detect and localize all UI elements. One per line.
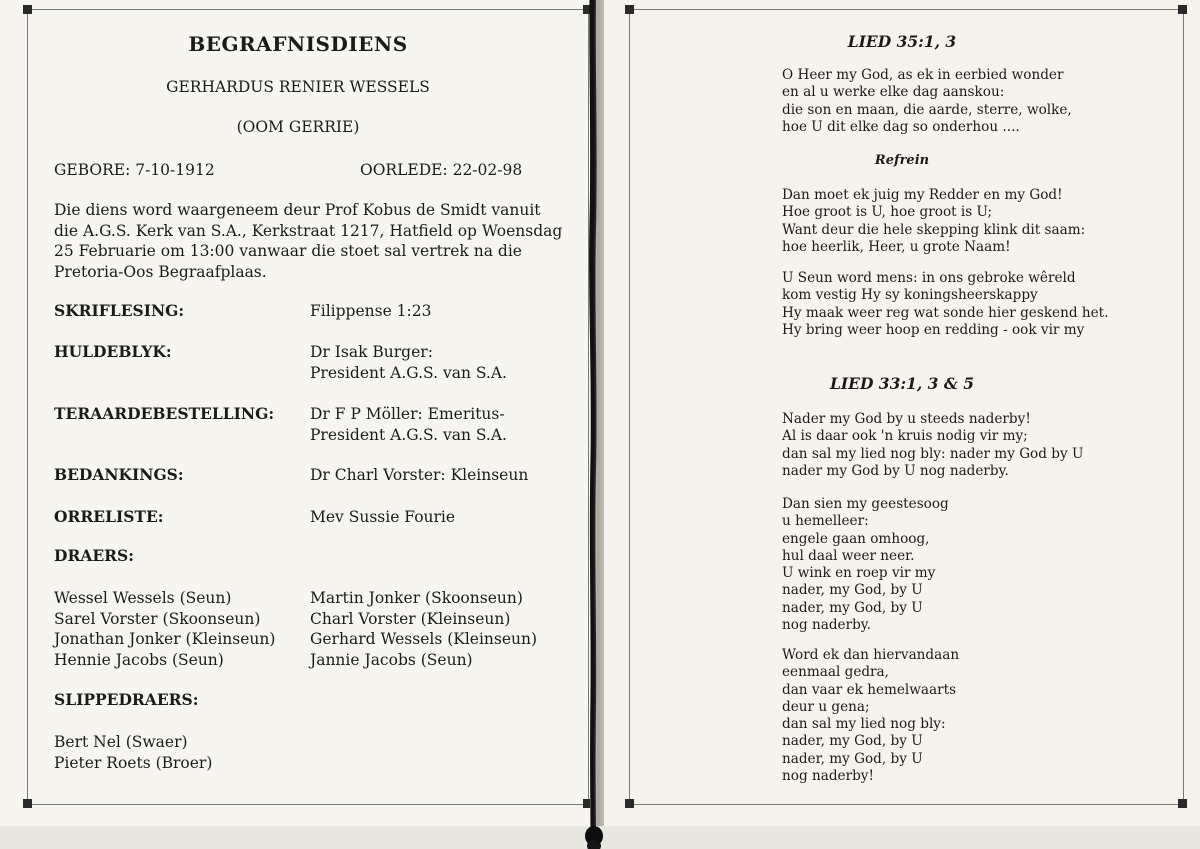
verse-line: Dan moet ek juig my Redder en my God! xyxy=(782,187,1063,203)
verse-line: nader, my God, by U xyxy=(782,733,923,750)
program-value-scripture xyxy=(310,301,432,322)
program-value-organist xyxy=(310,507,455,528)
verse-line: nader my God by U nog naderby. xyxy=(782,462,1009,479)
verse-line: nader, my God, by U xyxy=(782,750,923,767)
program-value-tribute xyxy=(310,342,507,383)
verse-line: Dan sien my geestesoog xyxy=(782,496,949,512)
verse-line: Hy bring weer hoop en redding - ook vir my xyxy=(782,321,1085,338)
hymn-33-verse-1 xyxy=(782,411,1083,480)
service-line: 25 Februarie om 13:00 vanwaar die stoet sal vertrek na die xyxy=(54,242,522,260)
verse-line: nog naderby! xyxy=(782,768,874,785)
program-label-organist: ORRELISTE: xyxy=(54,507,164,526)
corner-mark xyxy=(23,5,32,14)
service-line: Die diens word waargeneem deur Prof Kobus de Smidt vanuit xyxy=(54,201,541,219)
hymn-35-verse-1 xyxy=(782,67,1072,136)
list-item: Jonathan Jonker (Kleinseun) xyxy=(54,630,276,648)
verse-line: deur u gena; xyxy=(782,698,870,715)
program-label-tribute: HULDEBLYK: xyxy=(54,342,172,361)
verse-line: hul daal weer neer. xyxy=(782,547,915,564)
list-item: Jannie Jacobs (Seun) xyxy=(310,650,473,669)
verse-line: dan sal my lied nog bly: xyxy=(782,716,946,733)
hymn-35-title: LIED 35:1, 3 xyxy=(847,32,957,51)
refrain-label: Refrein xyxy=(874,153,930,168)
bearers-heading: DRAERS: xyxy=(54,546,134,565)
deceased-nickname: (OOM GERRIE) xyxy=(236,118,360,136)
list-item: Gerhard Wessels (Kleinseun) xyxy=(310,630,538,648)
verse-line: Hy maak weer reg wat sonde hier geskend het. xyxy=(782,304,1109,321)
program-value-burial xyxy=(310,404,507,445)
verse-line: Nader my God by u steeds naderby! xyxy=(782,411,1031,427)
verse-line: en al u werke elke dag aanskou: xyxy=(782,84,1005,101)
corner-mark xyxy=(625,5,634,14)
program-value-line: President A.G.S. van S.A. xyxy=(310,363,507,382)
list-item: Pieter Roets (Broer) xyxy=(54,753,213,772)
list-item: Sarel Vorster (Skoonseun) xyxy=(54,609,261,628)
program-label-thanks: BEDANKINGS: xyxy=(54,465,184,484)
program-title: BEGRAFNISDIENS xyxy=(188,32,408,56)
corner-mark xyxy=(23,799,32,808)
verse-line: hoe heerlik, Heer, u grote Naam! xyxy=(782,238,1011,255)
program-value-thanks xyxy=(310,465,528,486)
corner-mark xyxy=(625,799,634,808)
verse-line: dan sal my lied nog bly: nader my God by U xyxy=(782,445,1084,462)
verse-line: hoe U dit elke dag so onderhou .... xyxy=(782,118,1020,135)
service-line: die A.G.S. Kerk van S.A., Kerkstraat 1217, Hatfield op Woensdag xyxy=(54,221,563,240)
verse-line: nog naderby. xyxy=(782,617,871,634)
verse-line: U wink en roep vir my xyxy=(782,565,936,582)
verse-line: nader, my God, by U xyxy=(782,599,923,616)
list-item: Hennie Jacobs (Seun) xyxy=(54,650,224,669)
verse-line: U Seun word mens: in ons gebroke wêreld xyxy=(782,270,1076,286)
list-item: Martin Jonker (Skoonseun) xyxy=(310,589,523,607)
bearers-list-left xyxy=(54,588,275,670)
verse-line: O Heer my God, as ek in eerbied wonder xyxy=(782,67,1064,83)
verse-line: eenmaal gedra, xyxy=(782,664,889,681)
service-details xyxy=(54,200,564,282)
verse-line: nader, my God, by U xyxy=(782,582,923,599)
bearers-list-right xyxy=(310,588,537,670)
program-label-burial: TERAARDEBESTELLING: xyxy=(54,404,275,423)
verse-line: kom vestig Hy sy koningsheerskappy xyxy=(782,287,1038,304)
left-page xyxy=(0,0,596,849)
program-label-scripture: SKRIFLESING: xyxy=(54,301,185,320)
service-line: Pretoria-Oos Begraafplaas. xyxy=(54,262,267,281)
verse-line: engele gaan omhoog, xyxy=(782,530,930,547)
program-value-line: President A.G.S. van S.A. xyxy=(310,425,507,444)
program-value-line: Dr F P Möller: Emeritus- xyxy=(310,405,505,423)
hymn-33-verse-3 xyxy=(782,496,949,634)
hymn-33-title: LIED 33:1, 3 & 5 xyxy=(829,374,975,393)
verse-line: u hemelleer: xyxy=(782,513,869,530)
death-date: OORLEDE: 22-02-98 xyxy=(360,161,523,179)
list-item: Bert Nel (Swaer) xyxy=(54,733,188,751)
corner-mark xyxy=(1178,5,1187,14)
verse-line: Al is daar ook 'n kruis nodig vir my; xyxy=(782,428,1028,445)
hymn-35-refrain xyxy=(782,187,1085,256)
verse-line: Hoe groot is U, hoe groot is U; xyxy=(782,204,993,221)
birth-date: GEBORE: 7-10-1912 xyxy=(54,161,215,179)
hymn-35-verse-3 xyxy=(782,270,1108,339)
right-page xyxy=(604,0,1200,849)
list-item: Wessel Wessels (Seun) xyxy=(54,589,232,607)
program-value-line: Dr Isak Burger: xyxy=(310,343,433,361)
pall-bearers-heading: SLIPPEDRAERS: xyxy=(54,690,199,709)
verse-line: Word ek dan hiervandaan xyxy=(782,647,960,663)
ribbon-cord-icon xyxy=(578,0,610,849)
program-value-line: Dr Charl Vorster: Kleinseun xyxy=(310,466,529,484)
program-value-line: Mev Sussie Fourie xyxy=(310,508,456,526)
hymn-33-verse-5 xyxy=(782,647,959,785)
corner-mark xyxy=(1178,799,1187,808)
pall-bearers-list xyxy=(54,732,212,773)
list-item: Charl Vorster (Kleinseun) xyxy=(310,609,511,628)
verse-line: die son en maan, die aarde, sterre, wolke, xyxy=(782,101,1072,118)
verse-line: Want deur die hele skepping klink dit saam: xyxy=(782,221,1086,238)
deceased-name: GERHARDUS RENIER WESSELS xyxy=(166,78,430,96)
program-value-line: Filippense 1:23 xyxy=(310,302,432,320)
verse-line: dan vaar ek hemelwaarts xyxy=(782,681,957,698)
